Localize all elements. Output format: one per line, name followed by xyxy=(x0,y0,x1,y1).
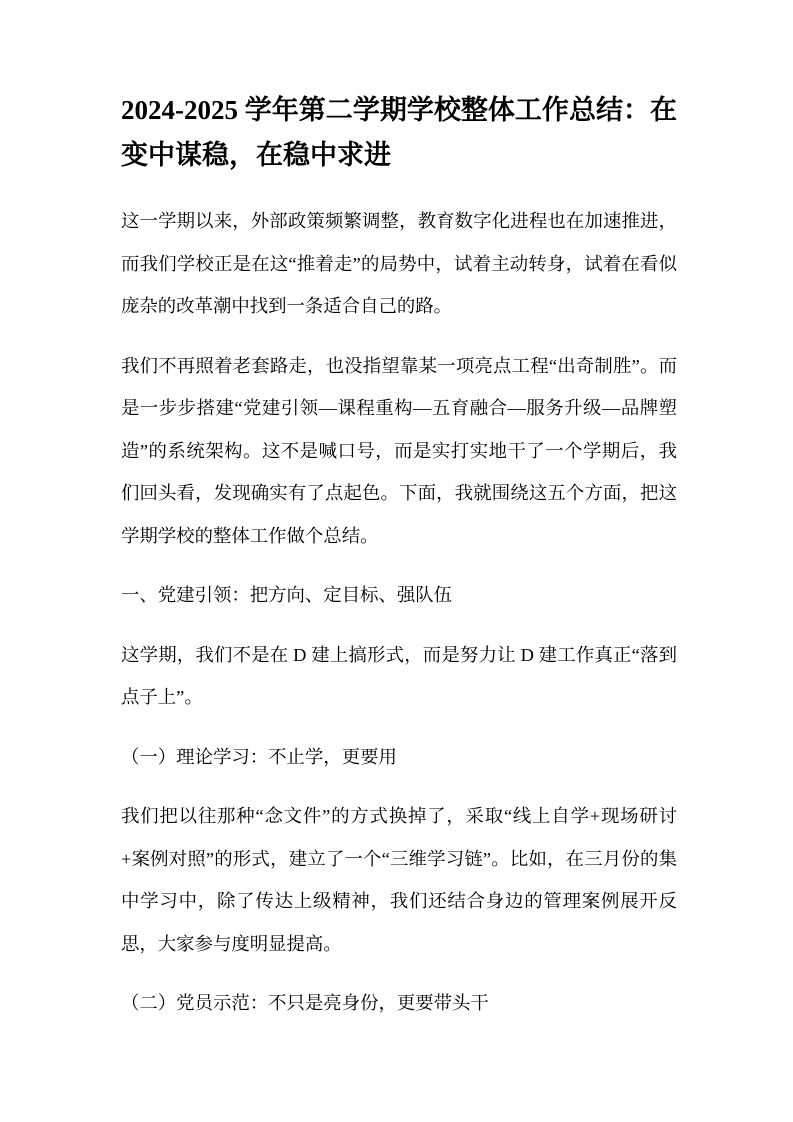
document-title: 2024-2025 学年第二学期学校整体工作总结：在变中谋稳，在稳中求进 xyxy=(121,95,677,170)
subsection-heading-member-model: （二）党员示范：不只是亮身份，更要带头干 xyxy=(121,993,489,1013)
section-heading-party-building: 一、党建引领：把方向、定目标、强队伍 xyxy=(121,585,453,605)
subsection-heading-theory-study: （一）理论学习：不止学，更要用 xyxy=(121,746,397,767)
paragraph-overview: 我们不再照着老套路走，也没指望靠某一项亮点工程“出奇制胜”。而是一步步搭建“党建引领—课程重构—五育融合—服务升级—品牌塑造”的系统架构。这不是喊口号，而是实打实地干了一个学期后，我们回头看，发现确实有了点起色。下面，我就围绕这五个方面，把这学期学校的整体工作做个总结。 xyxy=(121,355,677,546)
paragraph-intro: 这一学期以来，外部政策频繁调整，教育数字化进程也在加速推进，而我们学校正是在这“推着走”的局势中，试着主动转身，试着在看似庞杂的改革潮中找到一条适合自己的路。 xyxy=(121,211,677,316)
paragraph-theory-study: 我们把以往那种“念文件”的方式换掉了，采取“线上自学+现场研讨+案例对照”的形式，建立了一个“三维学习链”。比如，在三月份的集中学习中，除了传达上级精神，我们还结合身边的管理案例展开反思，大家参与度明显提高。 xyxy=(121,806,677,954)
paragraph-party-building-intro: 这学期，我们不是在 D 建上搞形式，而是努力让 D 建工作真正“落到点子上”。 xyxy=(121,644,677,707)
